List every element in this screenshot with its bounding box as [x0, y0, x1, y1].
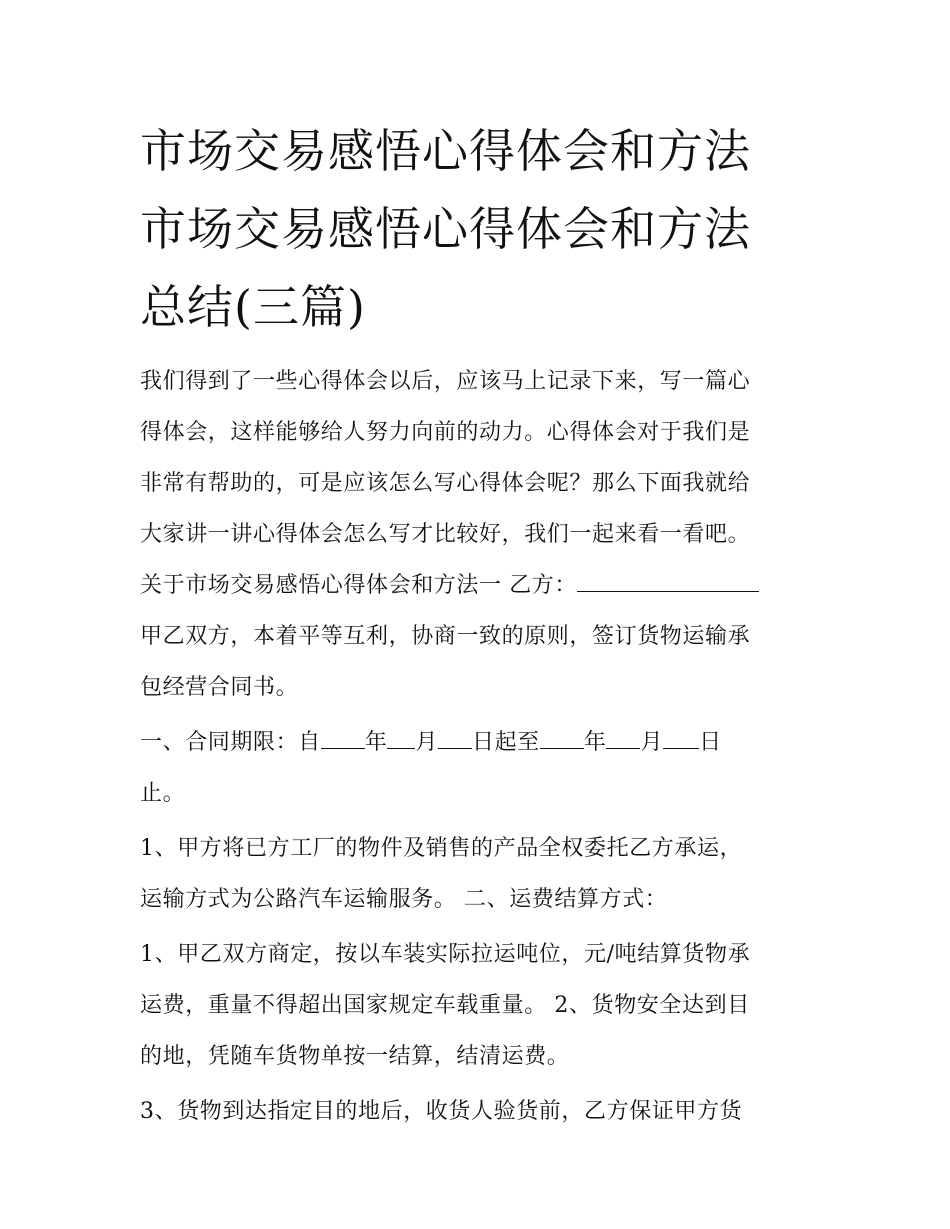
term-day: 日 — [699, 730, 722, 755]
start-day-blank — [438, 728, 472, 749]
start-year-blank — [321, 728, 365, 749]
document-page — [140, 112, 820, 1141]
term-month: 月 — [415, 730, 439, 755]
text-line: 包经营合同书。 — [140, 675, 299, 700]
text-line: 甲乙双方，本着平等互利，协商一致的原则，签订货物运输承 — [140, 624, 751, 649]
intro-paragraph — [140, 356, 820, 713]
text-line: 我们得到了一些心得体会以后，应该马上记录下来，写一篇心 — [140, 369, 751, 394]
text-line: 1、甲乙双方商定，按以车装实际拉运吨位，元/吨结算货物承 — [140, 942, 751, 967]
end-day-blank — [663, 728, 699, 749]
end-year-blank — [540, 728, 584, 749]
text-line: 运费，重量不得超出国家规定车载重量。 2、货物安全达到目 — [140, 993, 750, 1018]
term-end: 止。 — [140, 781, 186, 806]
end-month-blank — [606, 728, 640, 749]
text-line: 非常有帮助的，可是应该怎么写心得体会呢？那么下面我就给 — [140, 471, 751, 496]
text-line: 大家讲一讲心得体会怎么写才比较好，我们一起来看一看吧。 — [140, 522, 751, 547]
text-line: 运输方式为公路汽车运输服务。 二、运费结算方式： — [140, 887, 668, 912]
title-line: 市场交易感悟心得体会和方法 — [140, 124, 751, 178]
term-year: 年 — [583, 730, 607, 755]
clause-3-paragraph — [140, 1086, 820, 1137]
term-day-to: 日起至 — [472, 730, 540, 755]
title-line: 总结(三篇) — [140, 280, 366, 334]
document-title — [140, 112, 820, 346]
text-line: 3、货物到达指定目的地后，收货人验货前，乙方保证甲方货 — [140, 1099, 743, 1124]
party-b-line — [140, 560, 820, 611]
term-line — [140, 717, 820, 768]
term-month: 月 — [640, 730, 664, 755]
party-b-blank — [577, 571, 759, 592]
clause-2-paragraph — [140, 929, 820, 1082]
contract-term-paragraph — [140, 717, 820, 819]
clause-1-paragraph — [140, 823, 820, 925]
term-label: 一、合同期限：自 — [140, 730, 321, 755]
term-year: 年 — [364, 730, 388, 755]
title-line: 市场交易感悟心得体会和方法 — [140, 202, 751, 256]
start-month-blank — [387, 728, 415, 749]
text-line: 得体会，这样能够给人努力向前的动力。心得体会对于我们是 — [140, 420, 751, 445]
text-line: 的地，凭随车货物单按一结算，结清运费。 — [140, 1044, 570, 1069]
text-line: 1、甲方将已方工厂的物件及销售的产品全权委托乙方承运， — [140, 836, 743, 861]
party-b-label: 关于市场交易感悟心得体会和方法一 乙方： — [140, 573, 577, 598]
